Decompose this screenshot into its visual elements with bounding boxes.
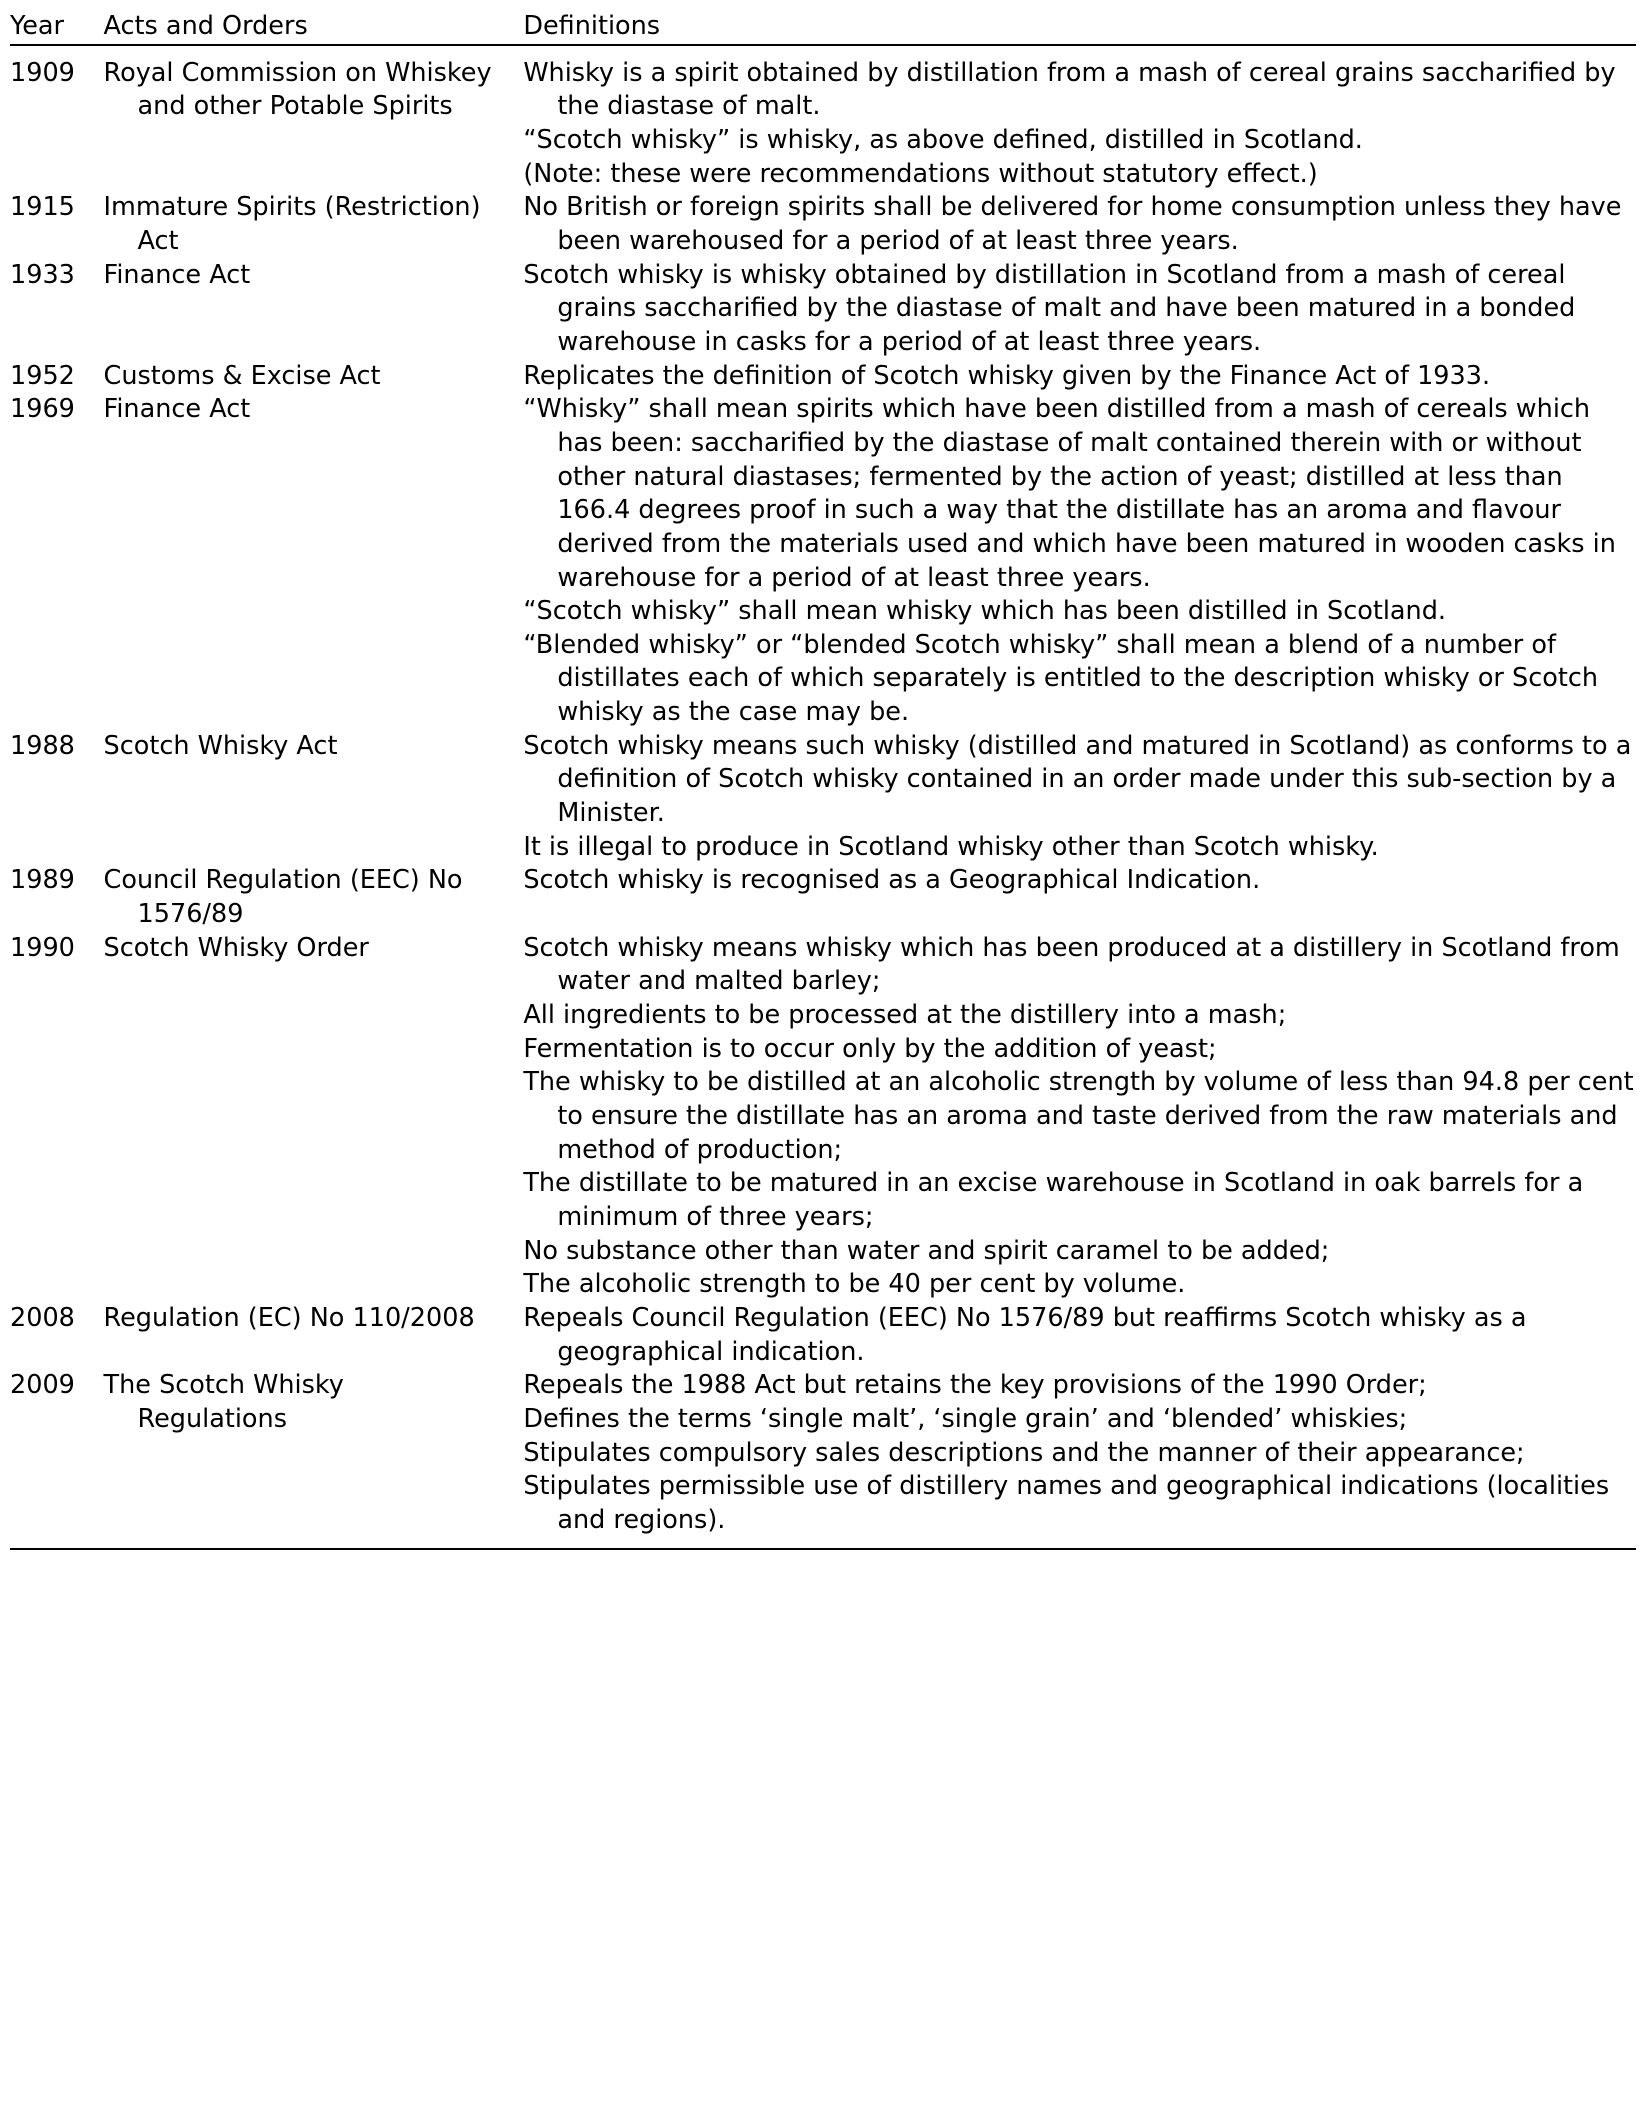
act-text: The Scotch Whisky Regulations — [103, 1370, 344, 1434]
cell-year: 2008 — [10, 1302, 75, 1333]
cell-act-or-order — [104, 932, 524, 1302]
cell-year: 1988 — [10, 730, 75, 761]
definition-paragraph: Whisky is a spirit obtained by distillation from a mash of cereal grains saccharified by the diastase of malt. — [523, 57, 1616, 122]
column-header-definitions: Definitions — [523, 11, 661, 41]
table-row — [10, 393, 1636, 730]
definition-paragraph: “Blended whisky” or “blended Scotch whisky” shall mean a blend of a number of distillates each of which separately is entitled to the description whisky or Scotch whisky as the case may be. — [523, 629, 1599, 728]
column-header-acts-and-orders: Acts and Orders — [103, 11, 308, 41]
definition-paragraph: Repeals the 1988 Act but retains the key provisions of the 1990 Order; — [523, 1370, 1427, 1401]
definition-paragraph: Repeals Council Regulation (EEC) No 1576/89 but reaffirms Scotch whisky as a geographical indication. — [523, 1302, 1527, 1367]
cell-act-or-order — [104, 360, 524, 394]
legislation-table — [10, 10, 1636, 1548]
cell-year: 1915 — [10, 192, 75, 223]
cell-act-or-order — [104, 259, 524, 360]
cell-definitions — [523, 259, 1636, 360]
definition-paragraph: “Scotch whisky” shall mean whisky which has been distilled in Scotland. — [523, 596, 1446, 627]
cell-definitions — [523, 730, 1636, 865]
definition-paragraph: Stipulates permissible use of distillery names and geographical indications (localities and regions). — [523, 1471, 1610, 1535]
cell-definitions — [523, 1369, 1636, 1547]
table-row — [10, 45, 1636, 192]
table-row — [10, 1302, 1636, 1369]
table-row — [10, 864, 1636, 931]
table-header — [10, 10, 1636, 45]
definition-paragraph: The distillate to be matured in an excise warehouse in Scotland in oak barrels for a minimum of three years; — [523, 1168, 1584, 1232]
definition-paragraph: Defines the terms ‘single malt’, ‘single grain’ and ‘blended’ whiskies; — [523, 1403, 1408, 1434]
definition-paragraph: Fermentation is to occur only by the addition of yeast; — [523, 1033, 1217, 1064]
table-row — [10, 730, 1636, 865]
definition-paragraph: “Scotch whisky” is whisky, as above defined, distilled in Scotland. — [523, 124, 1363, 155]
cell-act-or-order — [104, 191, 524, 258]
cell-year: 1952 — [10, 360, 75, 391]
definition-paragraph: Scotch whisky is recognised as a Geographical Indication. — [523, 865, 1261, 896]
cell-year: 1989 — [10, 865, 75, 896]
definition-paragraph: The alcoholic strength to be 40 per cent by volume. — [523, 1269, 1186, 1300]
cell-act-or-order — [104, 864, 524, 931]
cell-act-or-order — [104, 730, 524, 865]
definition-paragraph: All ingredients to be processed at the distillery into a mash; — [523, 1000, 1287, 1031]
table-bottom-rule — [10, 1548, 1636, 1550]
table-row — [10, 191, 1636, 258]
definition-paragraph: Scotch whisky means whisky which has been produced at a distillery in Scotland from water and malted barley; — [523, 932, 1620, 997]
cell-act-or-order — [104, 45, 524, 192]
table-row — [10, 259, 1636, 360]
cell-definitions — [523, 864, 1636, 931]
cell-year: 2009 — [10, 1370, 75, 1401]
cell-definitions — [523, 360, 1636, 394]
definition-paragraph: Scotch whisky is whisky obtained by distillation in Scotland from a mash of cereal grains saccharified by the diastase of malt and have been matured in a bonded warehouse in casks for a period of at least three years. — [523, 259, 1576, 357]
table-row — [10, 360, 1636, 394]
definition-paragraph: No substance other than water and spirit caramel to be added; — [523, 1235, 1330, 1266]
table-row — [10, 932, 1636, 1302]
cell-definitions — [523, 191, 1636, 258]
act-text: Council Regulation (EEC) No 1576/89 — [103, 865, 463, 930]
cell-definitions — [523, 1302, 1636, 1369]
cell-year: 1909 — [10, 57, 75, 88]
column-header-year: Year — [10, 11, 64, 41]
cell-act-or-order — [104, 1302, 524, 1369]
cell-act-or-order — [104, 1369, 524, 1547]
cell-year: 1933 — [10, 259, 75, 290]
act-text: Customs & Excise Act — [103, 360, 381, 391]
definition-paragraph: It is illegal to produce in Scotland whisky other than Scotch whisky. — [523, 831, 1379, 862]
table-body — [10, 45, 1636, 1548]
definition-paragraph: The whisky to be distilled at an alcoholic strength by volume of less than 94.8 per cent to ensure the distillate has an aroma and taste derived from the raw materials and method of production; — [523, 1067, 1634, 1165]
definition-paragraph: Stipulates compulsory sales descriptions and the manner of their appearance; — [523, 1437, 1525, 1468]
cell-definitions — [523, 932, 1636, 1302]
act-text: Finance Act — [103, 394, 251, 425]
definition-paragraph: Replicates the definition of Scotch whisky given by the Finance Act of 1933. — [523, 360, 1491, 391]
act-text: Regulation (EC) No 110/2008 — [103, 1302, 475, 1333]
definition-paragraph: “Whisky” shall mean spirits which have been distilled from a mash of cereals which has been: saccharified by the diastase of malt contained therein with or without other natural diastases; fermented by the action of yeast; distilled at less than 166.4 degrees proof in such a way that the distillate has an aroma and flavour derived from the materials used and which have been matured in wooden casks in warehouse for a period of at least three years. — [523, 394, 1616, 593]
cell-act-or-order — [104, 393, 524, 730]
definition-paragraph: (Note: these were recommendations without statutory effect.) — [523, 158, 1318, 189]
act-text: Finance Act — [103, 259, 251, 290]
act-text: Scotch Whisky Order — [103, 932, 369, 963]
cell-definitions — [523, 45, 1636, 192]
cell-definitions — [523, 393, 1636, 730]
act-text: Royal Commission on Whiskey and other Potable Spirits — [103, 57, 492, 122]
definition-paragraph: Scotch whisky means such whisky (distilled and matured in Scotland) as conforms to a definition of Scotch whisky contained in an order made under this sub-section by a Minister. — [523, 730, 1632, 829]
act-text: Immature Spirits (Restriction) Act — [103, 192, 481, 256]
act-text: Scotch Whisky Act — [103, 730, 338, 761]
table-row — [10, 1369, 1636, 1547]
cell-year: 1990 — [10, 932, 75, 963]
definition-paragraph: No British or foreign spirits shall be delivered for home consumption unless they have been warehoused for a period of at least three years. — [523, 192, 1622, 256]
cell-year: 1969 — [10, 394, 75, 425]
